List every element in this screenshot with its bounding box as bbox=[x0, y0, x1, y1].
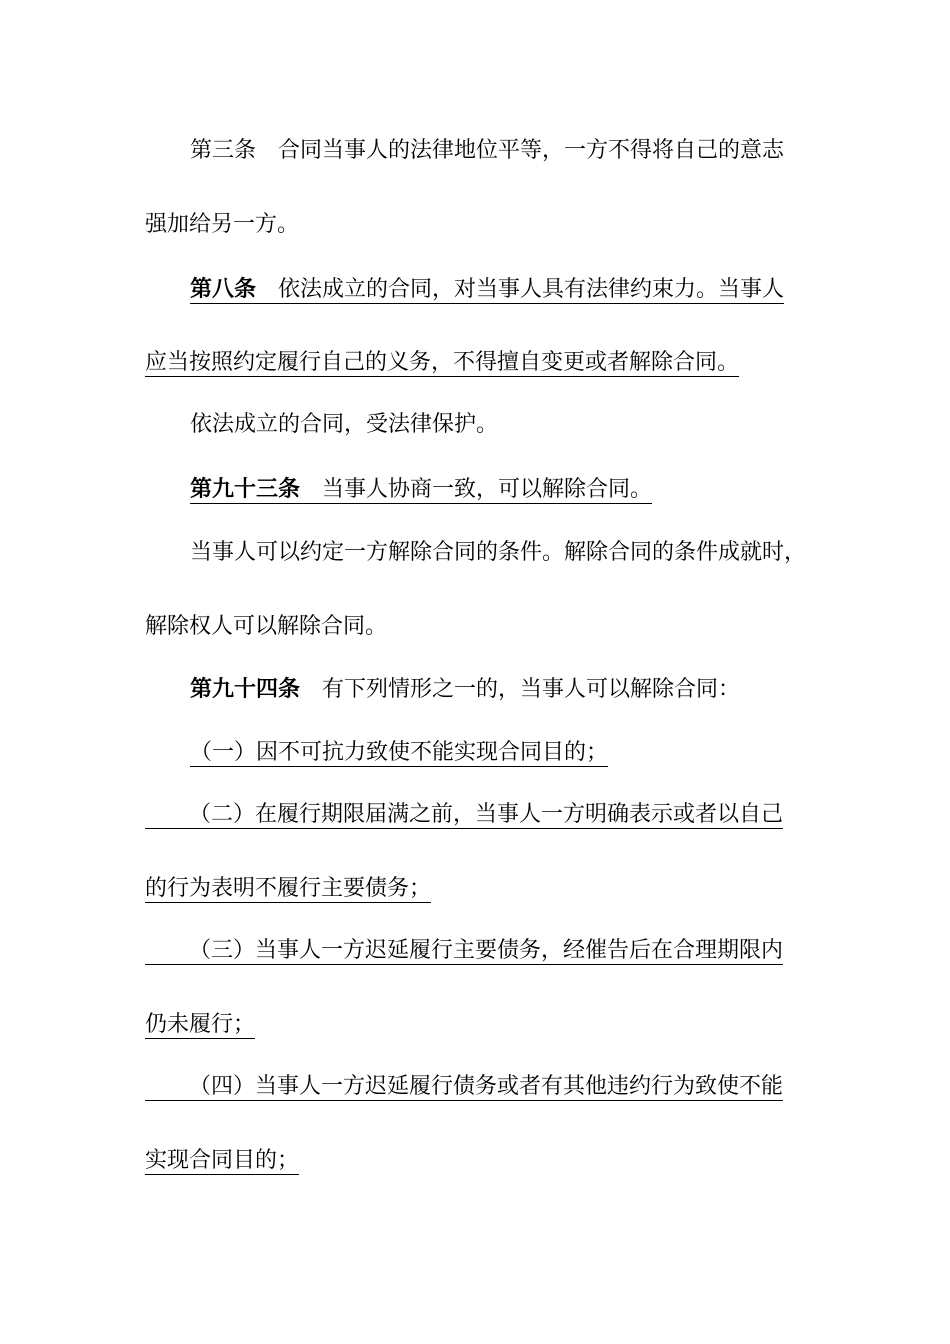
item-4-text-2: 实现合同目的； bbox=[145, 1148, 300, 1173]
article-8-line-2-text: 应当按照约定履行自己的义务，不得擅自变更或者解除合同。 bbox=[145, 350, 740, 375]
article-93-text: 当事人协商一致，可以解除合同。 bbox=[322, 477, 653, 502]
article-8-text: 依法成立的合同，对当事人具有法律约束力。当事人 bbox=[278, 277, 785, 302]
article-3-line-2: 强加给另一方。 bbox=[145, 212, 300, 237]
item-4-text-1 bbox=[145, 1074, 783, 1101]
article-94-text: 有下列情形之一的，当事人可以解除合同： bbox=[322, 677, 741, 702]
article-93-line-1 bbox=[190, 476, 652, 503]
article-8-para-2: 依法成立的合同，受法律保护。 bbox=[190, 412, 499, 437]
item-4-line-1 bbox=[145, 1074, 783, 1100]
article-93-heading: 第九十三条 bbox=[190, 476, 301, 502]
article-3-text: 合同当事人的法律地位平等，一方不得将自己的意志 bbox=[278, 138, 785, 163]
item-4-content: （四）当事人一方迟延履行债务或者有其他违约行为致使不能 bbox=[189, 1074, 784, 1099]
article-8-underlined bbox=[190, 277, 784, 304]
item-1-text: （一）因不可抗力致使不能实现合同目的； bbox=[190, 740, 609, 765]
item-3-text-2: 仍未履行； bbox=[145, 1012, 256, 1037]
article-93-para-2-line-2: 解除权人可以解除合同。 bbox=[145, 614, 388, 639]
item-2-line-1 bbox=[145, 802, 783, 828]
article-8-line-1 bbox=[190, 276, 784, 303]
item-3-line-1 bbox=[145, 938, 783, 964]
item-2-content: （二）在履行期限届满之前，当事人一方明确表示或者以自己 bbox=[189, 802, 784, 827]
article-8-line-2 bbox=[145, 350, 739, 376]
article-93-underlined bbox=[190, 477, 652, 504]
item-4-line-2 bbox=[145, 1148, 299, 1174]
article-93-para-2-line-1: 当事人可以约定一方解除合同的条件。解除合同的条件成就时， bbox=[190, 540, 807, 565]
item-2-text-1 bbox=[145, 802, 783, 829]
article-3-line-1 bbox=[190, 138, 784, 164]
item-2-line-2 bbox=[145, 876, 431, 902]
article-94-heading: 第九十四条 bbox=[190, 676, 301, 702]
article-8-heading: 第八条 bbox=[190, 276, 257, 302]
item-2-text-2: 的行为表明不履行主要债务； bbox=[145, 876, 432, 901]
item-3-content: （三）当事人一方迟延履行主要债务，经催告后在合理期限内 bbox=[189, 938, 784, 963]
article-3-heading: 第三条 bbox=[190, 138, 257, 163]
item-1 bbox=[190, 740, 608, 766]
article-94-line-1 bbox=[190, 676, 740, 703]
item-3-line-2 bbox=[145, 1012, 255, 1038]
item-3-text-1 bbox=[145, 938, 783, 965]
